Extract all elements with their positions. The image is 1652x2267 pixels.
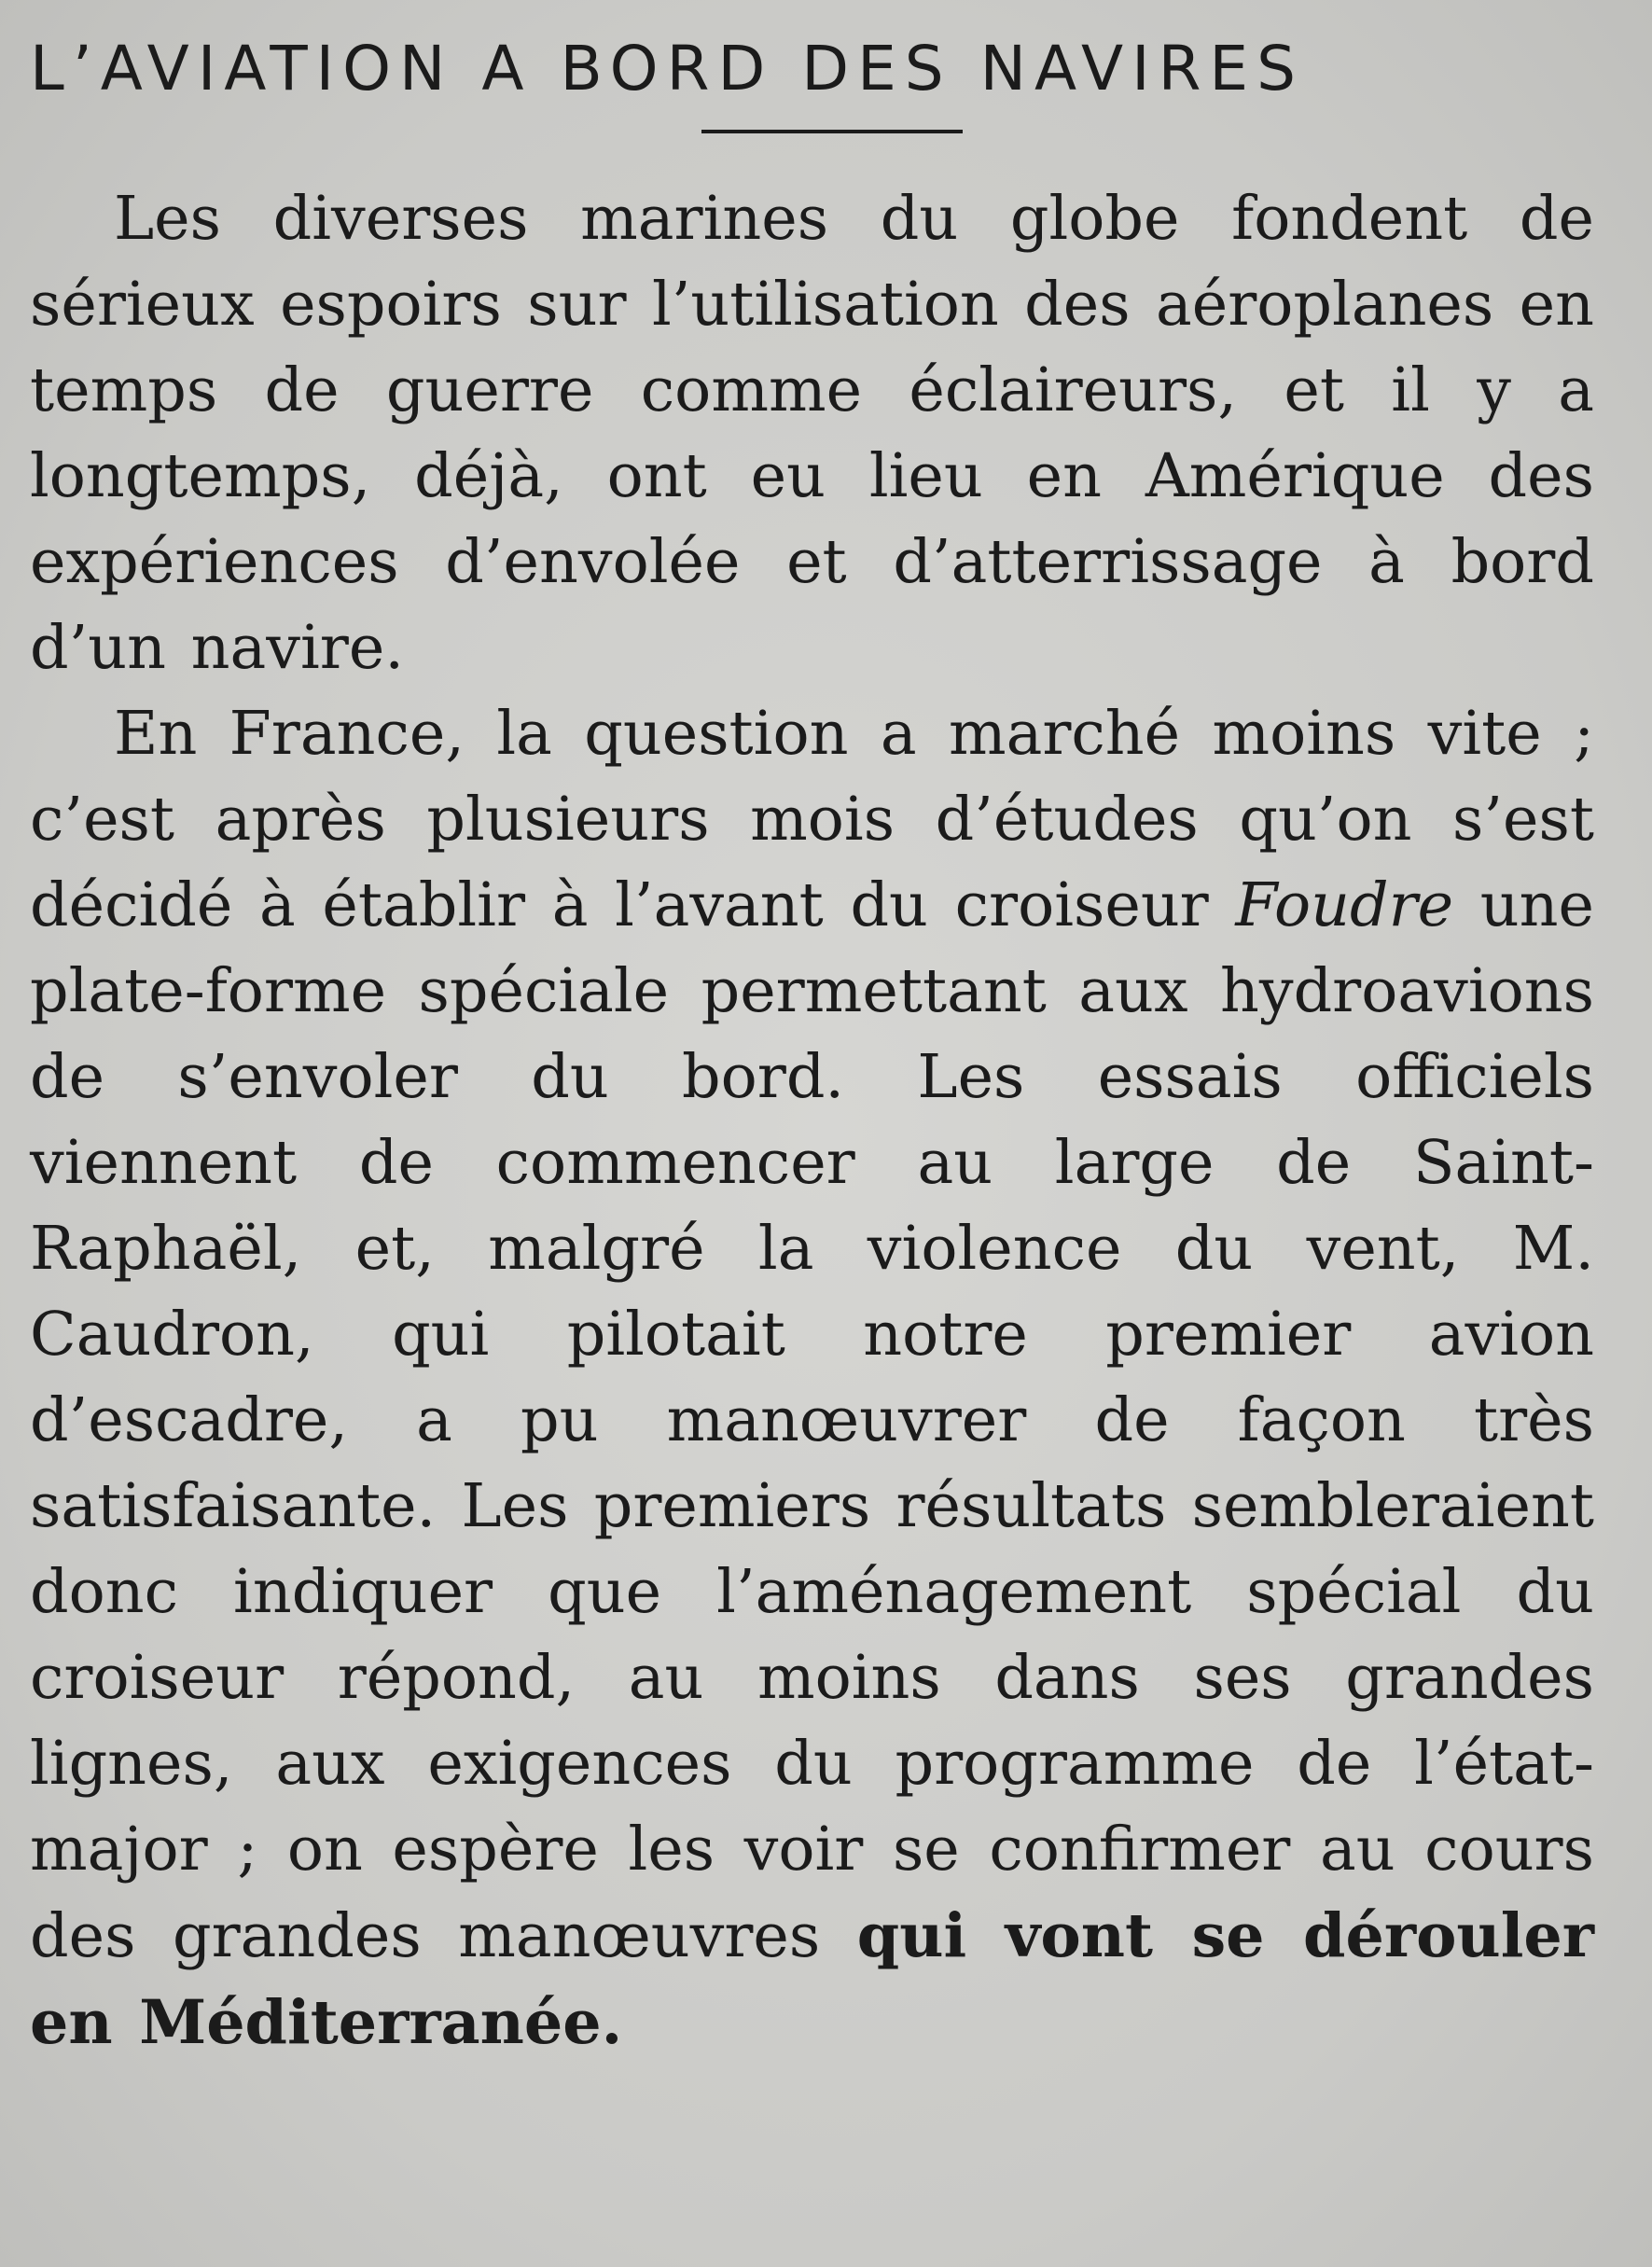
paragraph-2-text-middle: une plate-forme spéciale permettant aux hydroavions de s’envoler du bord. Les essais officiels viennent de commencer au large de Saint-Raphaël, et, malgré la violence du vent, M. Caudron, qui pilotait notre premier avion d’escadre, a pu manœuvrer de façon très satisfaisante. Les premiers résultats sembleraient donc indiquer que l’aménagement spécial du croiseur répond, au moins dans ses grandes lignes, aux exigences du programme de l’état-major ; on espère les voir se confirmer au cours des grandes manœuvres — [30, 869, 1594, 1971]
paragraph-2-text-start: En France, la question a marché moins vite ; c’est après plusieurs mois d’études qu’on s’est décidé à établir à l’avant du croiseur — [30, 698, 1594, 940]
article-body — [30, 176, 1594, 2066]
paragraph-1 — [30, 176, 1594, 691]
title-rule — [701, 130, 963, 133]
ship-name: Foudre — [1235, 869, 1454, 940]
article-title: L’AVIATION A BORD DES NAVIRES — [30, 33, 1305, 104]
paragraph-2 — [30, 691, 1594, 2066]
paragraph-2-text-end: qui vont se dérouler en Méditerranée. — [30, 1899, 1594, 2058]
paragraph-1-text: Les diverses marines du globe fondent de sérieux espoirs sur l’utilisation des aéroplanes en temps de guerre comme éclaireurs, et il y a longtemps, déjà, ont eu lieu en Amérique des expériences d’envolée et d’atterrissage à bord d’un navire. — [30, 183, 1594, 683]
